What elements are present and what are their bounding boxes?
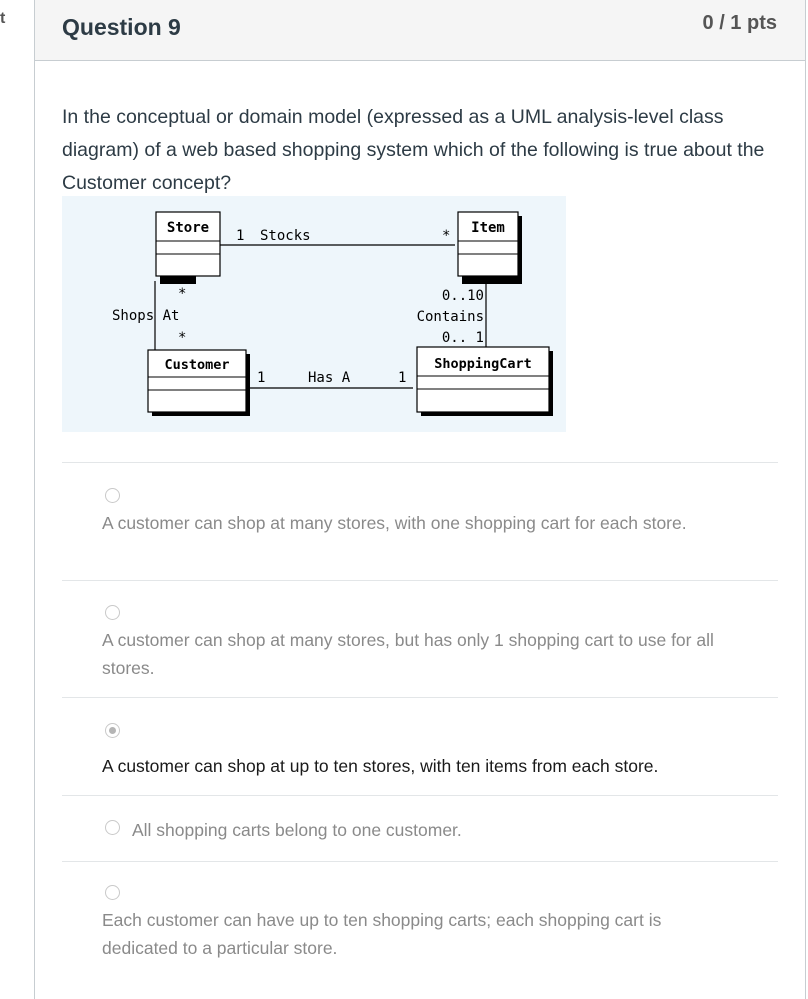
left-sidebar-strip (0, 0, 35, 999)
stocks-right-multiplicity: * (442, 228, 451, 244)
stocks-left-multiplicity: 1 (236, 228, 245, 244)
answer-option-2[interactable] (62, 580, 778, 698)
uml-class-diagram (62, 196, 566, 432)
class-store-name: Store (166, 220, 210, 236)
answer-text-5: Each customer can have up to ten shopping carts; each shopping cart is dedicated to a particular store. (102, 910, 662, 958)
class-customer-name: Customer (164, 357, 230, 373)
answer-text-2: A customer can shop at many stores, but has only 1 shopping cart to use for all stores. (102, 630, 714, 678)
has-a-right-multiplicity: 1 (398, 370, 407, 386)
answer-option-3[interactable] (62, 697, 778, 796)
answer-text-1: A customer can shop at many stores, with one shopping cart for each store. (102, 513, 687, 533)
question-card (35, 0, 806, 999)
answer-text-4: All shopping carts belong to one customer. (132, 820, 462, 840)
answer-text-3: A customer can shop at up to ten stores, with ten items from each store. (102, 756, 659, 776)
class-store (156, 212, 220, 284)
answer-radio-5[interactable] (105, 885, 120, 900)
shops-at-bottom-multiplicity: * (178, 330, 187, 346)
answer-radio-2[interactable] (105, 605, 120, 620)
class-shoppingcart (417, 347, 553, 416)
answer-option-1[interactable] (62, 462, 778, 581)
stocks-label: Stocks (260, 228, 311, 244)
question-points: 0 / 1 pts (702, 12, 777, 34)
answer-radio-1[interactable] (105, 488, 120, 503)
contains-label: Contains (416, 309, 484, 325)
contains-bottom-multiplicity: 0.. 1 (441, 330, 484, 346)
answer-option-5[interactable] (62, 861, 778, 982)
shops-at-top-multiplicity: * (178, 286, 187, 302)
sidebar-glyph: t (0, 10, 6, 27)
answer-radio-3[interactable] (105, 723, 120, 738)
question-header (35, 0, 805, 61)
question-title: Question 9 (62, 14, 181, 40)
shops-at-label: Shops At (112, 308, 180, 324)
class-item-name: Item (471, 220, 505, 236)
has-a-left-multiplicity: 1 (257, 370, 266, 386)
has-a-label: Has A (308, 370, 351, 386)
answer-option-4[interactable] (62, 795, 778, 862)
class-item (458, 212, 522, 284)
contains-top-multiplicity: 0..10 (441, 288, 484, 304)
class-customer (148, 350, 250, 416)
question-text: In the conceptual or domain model (expressed as a UML analysis-level class diagram) of a web based shopping system which of the following is true about the Customer concept? (62, 106, 765, 194)
class-shoppingcart-name: ShoppingCart (434, 356, 532, 372)
uml-diagram-svg (62, 196, 566, 432)
answer-radio-4[interactable] (105, 820, 120, 835)
